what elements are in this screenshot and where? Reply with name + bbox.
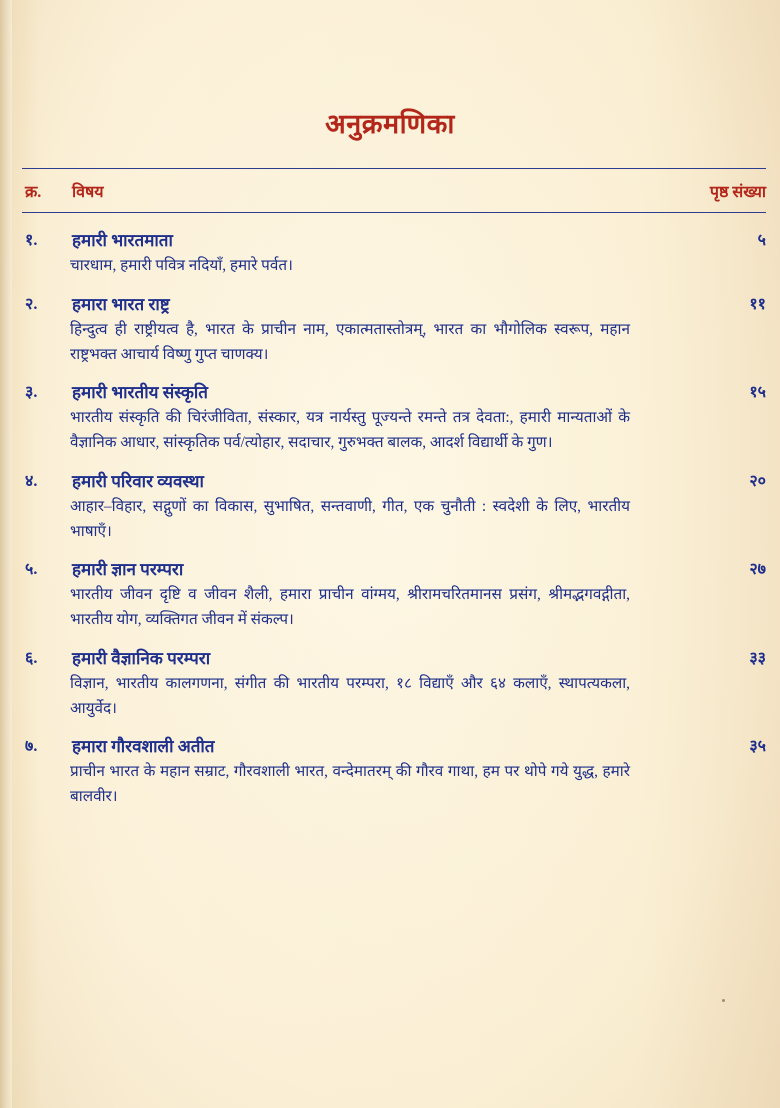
toc-entry[interactable] [22, 557, 766, 633]
toc-entry-number: ५. [25, 561, 38, 579]
toc-entry-title[interactable]: हमारा भारत राष्ट्र [72, 294, 170, 314]
toc-entry-number: ७. [25, 738, 38, 756]
toc-entry-number: १. [25, 232, 38, 249]
toc-entry-number: ४. [25, 472, 38, 490]
toc-entry-head [22, 557, 766, 581]
toc-entry-page: २० [749, 472, 766, 490]
toc-entry-title[interactable]: हमारी वैज्ञानिक परम्परा [72, 648, 211, 668]
toc-entry-head [22, 469, 766, 493]
toc-entry-title[interactable]: हमारी ज्ञान परम्परा [72, 560, 184, 580]
toc-entry-page: ३३ [749, 649, 766, 667]
column-header-serial: क्र. [25, 184, 42, 201]
paper-speck [722, 999, 725, 1002]
toc-entry-head [22, 646, 766, 670]
page-title: अनुक्रमणिका [325, 109, 455, 139]
toc-entry-page: १५ [749, 384, 766, 402]
header-rule-bottom [22, 212, 766, 213]
toc-entry-description: भारतीय संस्कृति की चिरंजीविता, संस्कार, यत्र नार्यस्तु पूज्यन्ते रमन्ते तत्र देवता:, हमारी मान्यताओं के वैज्ञानिक आधार, सांस्कृतिक पर्व/त्योहार, सदाचार, गुरुभक्त बालक, आदर्श विद्यार्थी के गुण। [70, 409, 630, 452]
toc-entry-title[interactable]: हमारी भारतीय संस्कृति [72, 383, 208, 403]
table-of-contents [22, 228, 766, 823]
toc-entry-description: प्राचीन भारत के महान सम्राट, गौरवशाली भारत, वन्देमातरम् की गौरव गाथा, हम पर थोपे गये युद्ध, हमारे बालवीर। [70, 763, 630, 806]
toc-entry-title[interactable]: हमारी भारतमाता [72, 231, 173, 250]
toc-entry-page: ५ [757, 232, 766, 249]
toc-entry-number: २. [25, 295, 38, 313]
column-header-subject: विषय [72, 184, 104, 201]
toc-entry-description: चारधाम, हमारी पवित्र नदियाँ, हमारे पर्वत। [70, 257, 293, 274]
header-rule-top [22, 168, 766, 169]
toc-entry-description: विज्ञान, भारतीय कालगणना, संगीत की भारतीय परम्परा, १८ विद्याएँ और ६४ कलाएँ, स्थापत्यकला, आयुर्वेद। [70, 674, 630, 717]
toc-entry-page: ११ [749, 295, 766, 313]
toc-entry-number: ३. [25, 384, 38, 402]
toc-entry-title[interactable]: हमारी परिवार व्यवस्था [72, 471, 204, 491]
toc-entry-number: ६. [25, 649, 38, 667]
toc-entry[interactable] [22, 646, 766, 722]
toc-entry[interactable] [22, 734, 766, 810]
toc-entry-description: हिन्दुत्व ही राष्ट्रीयत्व है, भारत के प्राचीन नाम, एकात्मतास्तोत्रम्, भारत का भौगोलिक स्वरूप, महान राष्ट्रभक्त आचार्य विष्णु गुप्त चाणक्य। [70, 320, 630, 363]
toc-entry-description: आहार–विहार, सद्गुणों का विकास, सुभाषित, सन्तवाणी, गीत, एक चुनौती : स्वदेशी के लिए, भारतीय भाषाएँ। [70, 497, 630, 540]
toc-entry-page: २७ [749, 561, 766, 579]
toc-entry[interactable] [22, 228, 766, 279]
toc-entry[interactable] [22, 380, 766, 456]
toc-entry-page: ३५ [749, 738, 766, 756]
column-header-page-number: पृष्ठ संख्या [709, 184, 766, 201]
toc-entry[interactable] [22, 469, 766, 545]
toc-entry-description: भारतीय जीवन दृष्टि व जीवन शैली, हमारा प्राचीन वांग्मय, श्रीरामचरितमानस प्रसंग, श्रीमद्भगवद्गीता, भारतीय योग, व्यक्तिगत जीवन में संकल्प। [70, 586, 630, 629]
toc-entry-head [22, 734, 766, 758]
toc-entry-title[interactable]: हमारा गौरवशाली अतीत [72, 737, 215, 757]
toc-entry-head [22, 228, 766, 252]
toc-entry-head [22, 292, 766, 316]
toc-entry-head [22, 380, 766, 404]
toc-entry[interactable] [22, 292, 766, 368]
